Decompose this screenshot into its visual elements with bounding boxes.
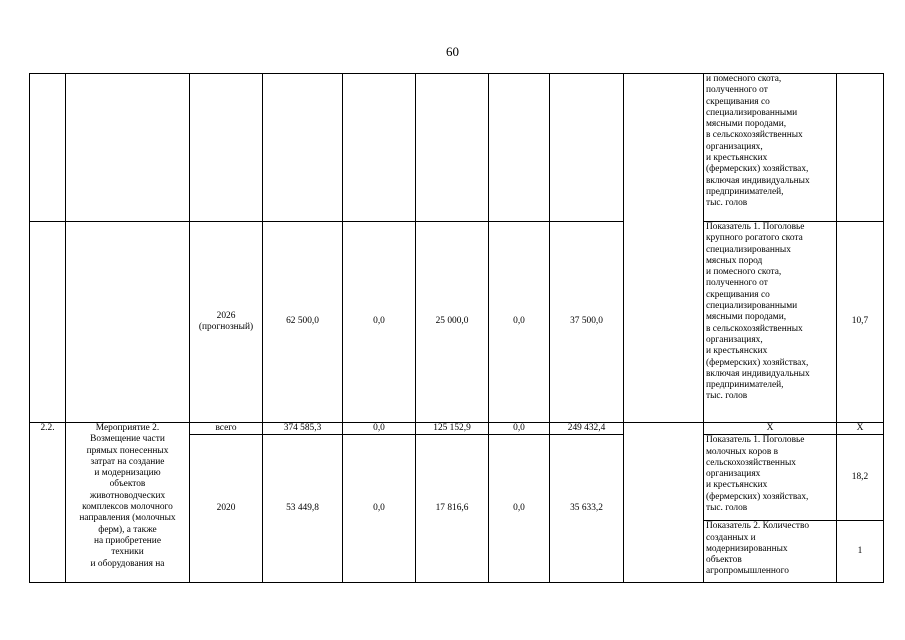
program-table <box>29 73 884 583</box>
indicator-value-cell: 10,7 <box>837 222 884 423</box>
local-cell: 0,0 <box>489 423 550 435</box>
table-row <box>30 423 884 435</box>
year-cell <box>190 222 263 423</box>
local-cell <box>489 74 550 222</box>
indicator-value-cell: X <box>837 423 884 435</box>
indicator-cell <box>704 222 837 423</box>
local-cell: 0,0 <box>489 435 550 583</box>
indicator-cell: X <box>704 423 837 435</box>
indicator-value-cell: 18,2 <box>837 435 884 521</box>
year-cell: 2020 <box>190 435 263 583</box>
regional-cell: 17 816,6 <box>416 435 489 583</box>
indicator-text: и помесного скота, полученного от скрещивания со специализированными мясными породами, в сельскохозяйственных организациях, и крестьянских (фермерских) хозяйствах, включая индивидуальных предпринимателей, тыс. голов <box>706 74 810 209</box>
regional-cell <box>416 74 489 222</box>
measure-cell <box>66 74 190 222</box>
regional-cell: 125 152,9 <box>416 423 489 435</box>
measure-cell <box>66 423 190 583</box>
local-cell: 0,0 <box>489 222 550 423</box>
federal-cell: 0,0 <box>343 423 416 435</box>
year-text: 2026 (прогнозный) <box>198 310 254 332</box>
federal-cell: 0,0 <box>343 222 416 423</box>
table-row <box>30 222 884 423</box>
indicator-text: Показатель 1. Поголовье крупного рогатого скота специализированных мясных пород и помесного скота, полученного от скрещивания со специализированными мясными породами, в сельскохозяйственных организациях, и крестьянских (фермерских) хозяйствах, включая индивидуальных предпринимателей, тыс. голов <box>706 222 810 402</box>
indicator-cell <box>704 435 837 521</box>
total-cell: 374 585,3 <box>263 423 343 435</box>
indicator-text: Показатель 2. Количество созданных и модернизированных объектов агропромышленного <box>706 521 810 577</box>
page-number: 60 <box>446 44 459 59</box>
indicator-cell <box>704 74 837 222</box>
indicator-value-cell: 1 <box>837 521 884 583</box>
measure-cell <box>66 222 190 423</box>
total-cell: 62 500,0 <box>263 222 343 423</box>
extra-cell: 37 500,0 <box>550 222 624 423</box>
total-cell: 53 449,8 <box>263 435 343 583</box>
federal-cell <box>343 74 416 222</box>
executor-cell <box>624 74 704 423</box>
table-row <box>30 74 884 222</box>
year-cell: всего <box>190 423 263 435</box>
regional-cell: 25 000,0 <box>416 222 489 423</box>
extra-cell <box>550 74 624 222</box>
num-cell <box>30 74 66 222</box>
indicator-value-cell <box>837 74 884 222</box>
extra-cell: 35 633,2 <box>550 435 624 583</box>
extra-cell: 249 432,4 <box>550 423 624 435</box>
executor-cell <box>624 423 704 583</box>
federal-cell: 0,0 <box>343 435 416 583</box>
num-cell <box>30 222 66 423</box>
year-cell <box>190 74 263 222</box>
num-cell: 2.2. <box>30 423 66 583</box>
measure-text: Мероприятие 2. Возмещение части прямых понесенных затрат на создание и модернизацию объектов животноводческих комплексов молочного направления (молочных ферм), а также на приобретение техники и оборудования на <box>79 423 176 569</box>
total-cell <box>263 74 343 222</box>
indicator-text: Показатель 1. Поголовье молочных коров в сельскохозяйственных организациях и крестьянских (фермерских) хозяйствах, тыс. голов <box>706 435 809 514</box>
indicator-cell <box>704 521 837 583</box>
